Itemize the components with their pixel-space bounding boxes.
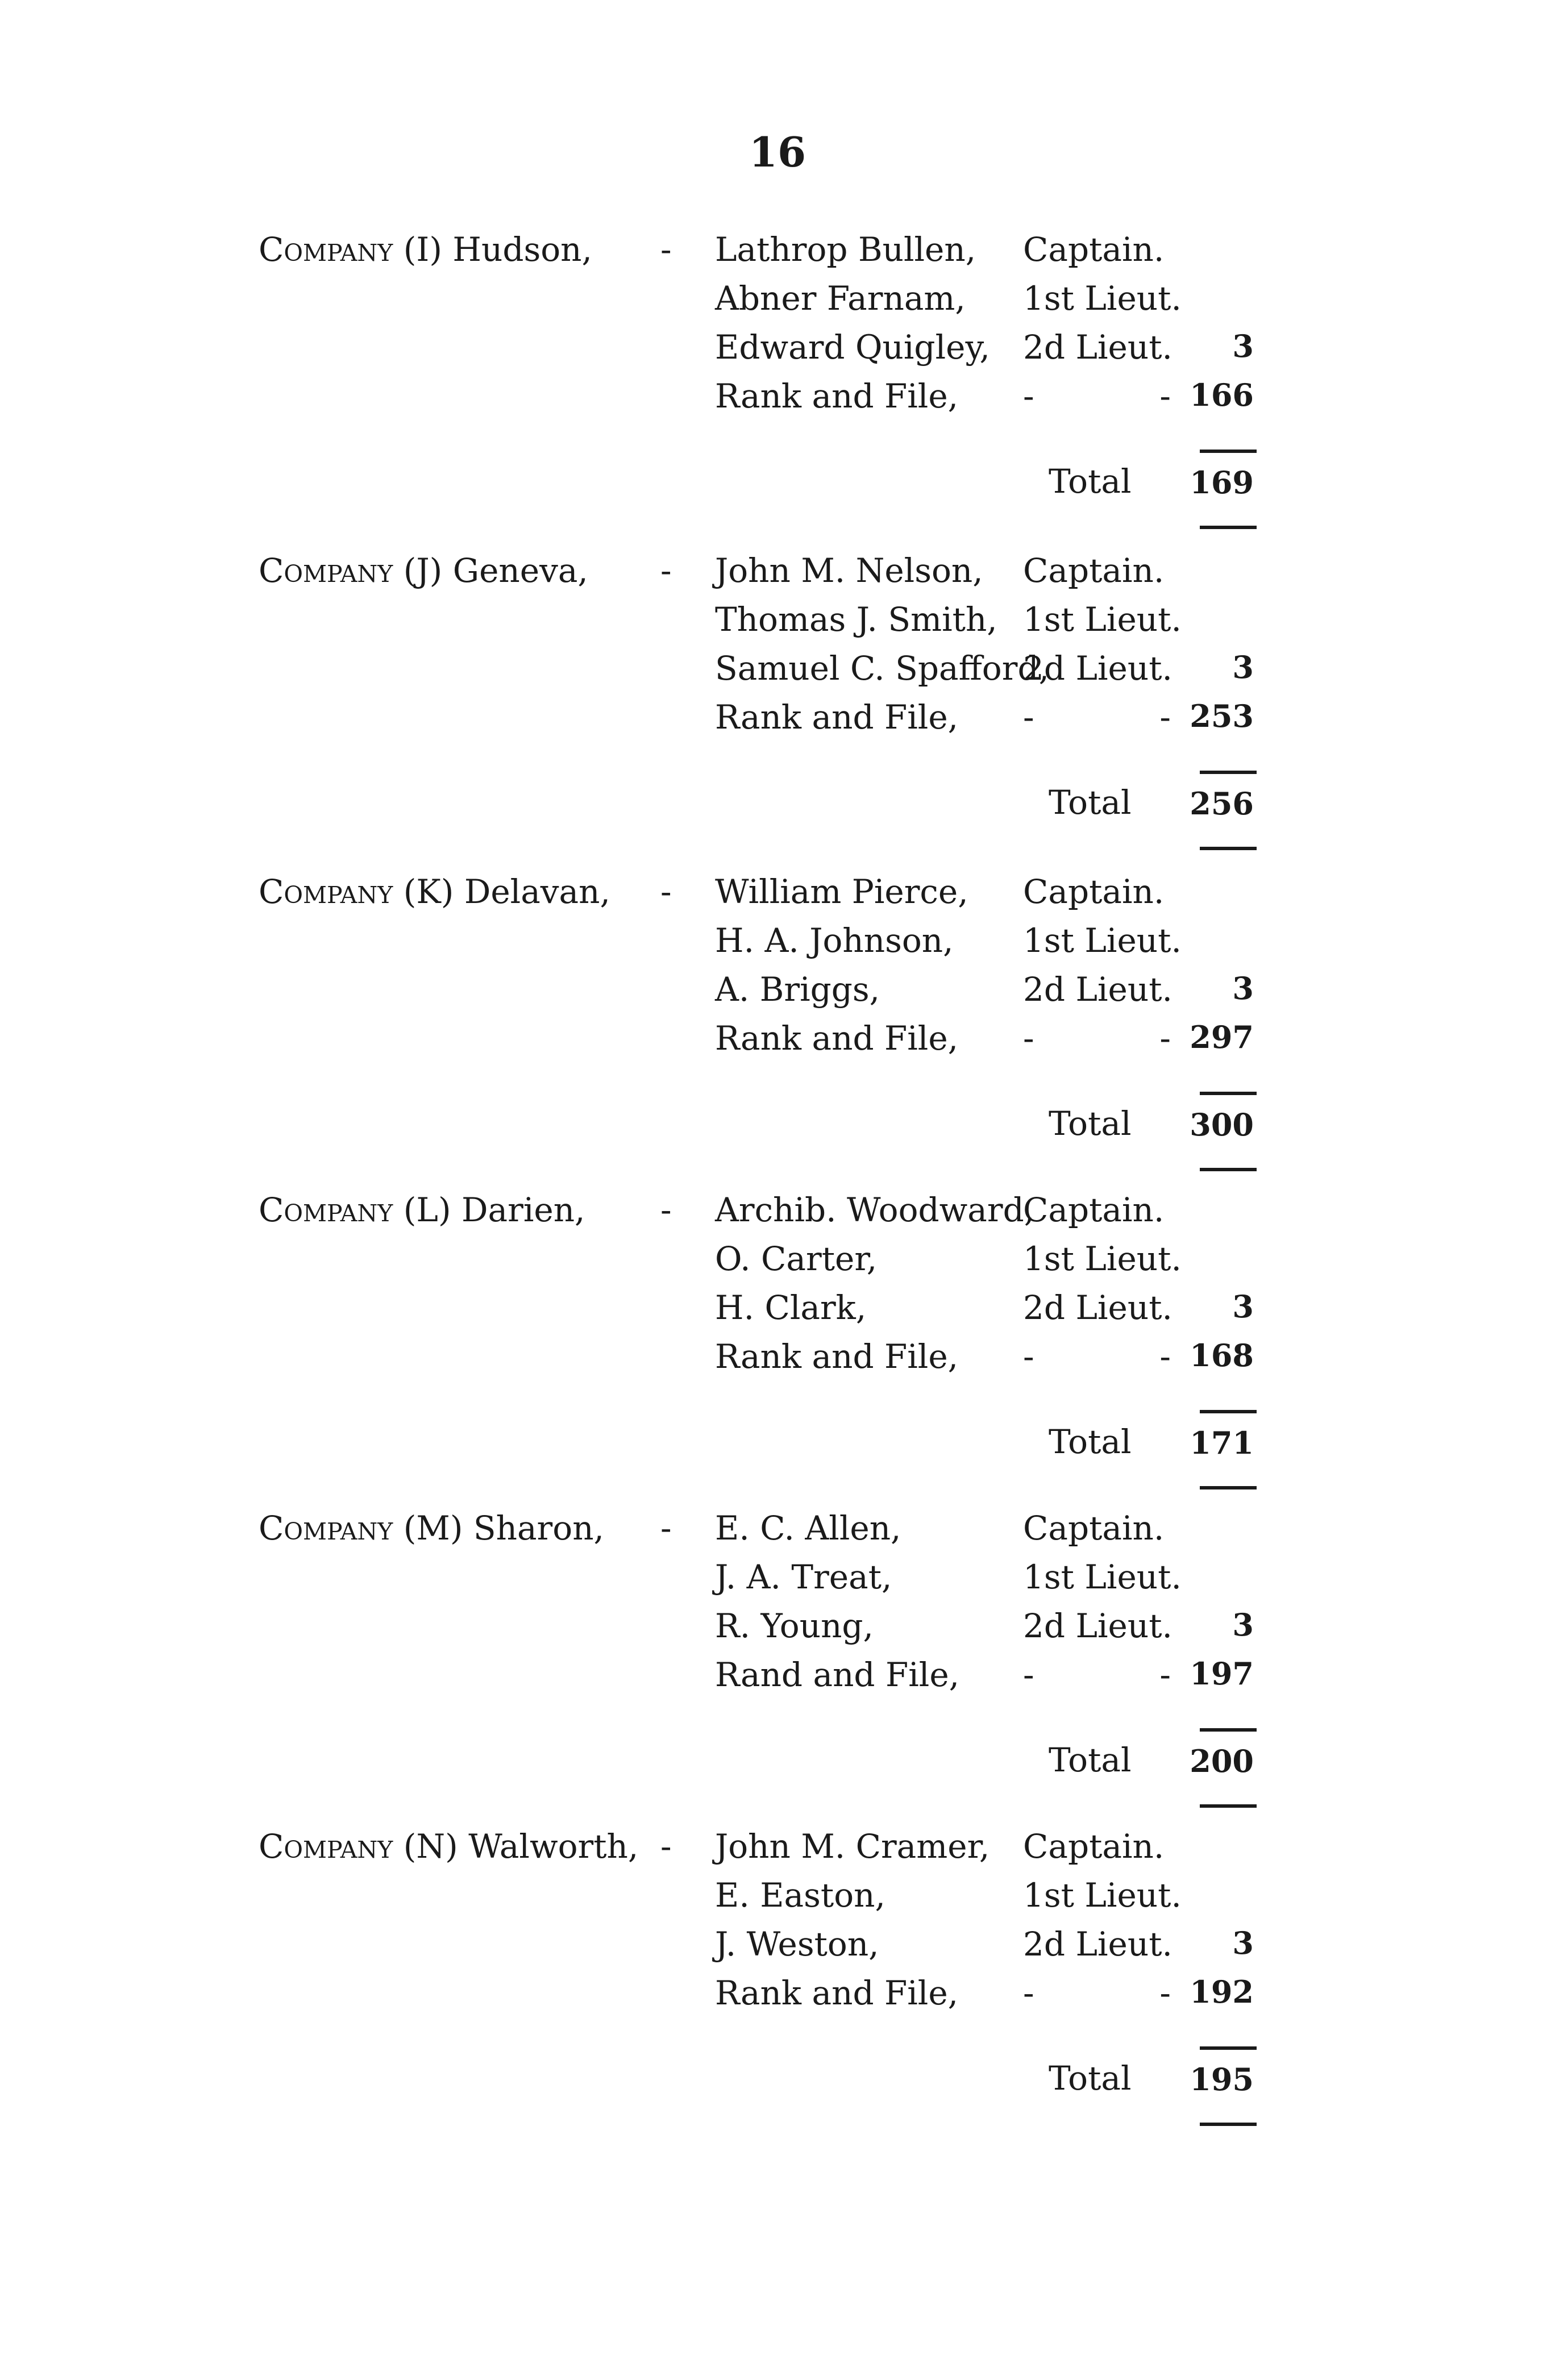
officer-name: E. C. Allen,	[715, 1509, 901, 1547]
rank-and-file-dashes	[1023, 1019, 1171, 1058]
officer-row	[0, 921, 1555, 970]
officer-rank: 1st Lieut.	[1023, 279, 1182, 318]
company-label: Company	[259, 551, 393, 590]
officer-rank: 2d Lieut.	[1023, 649, 1173, 688]
total-rule	[1200, 526, 1257, 529]
officer-rank: 1st Lieut.	[1023, 1558, 1182, 1596]
dash: -	[1159, 698, 1171, 737]
company-town: Walworth,	[468, 1827, 639, 1866]
rank-and-file-label: Rank and File,	[715, 1974, 959, 2012]
officer-count: 3	[1232, 1288, 1254, 1325]
company-block-l	[0, 1191, 1555, 1509]
officer-rank: 2d Lieut.	[1023, 1607, 1173, 1645]
officer-name: Archib. Woodward,	[715, 1191, 1035, 1229]
company-letter: (M)	[403, 1509, 463, 1547]
rank-and-file-dashes	[1023, 1337, 1171, 1376]
dash: -	[1159, 1974, 1171, 2012]
company-letter: (J)	[403, 551, 443, 590]
rank-and-file-row	[0, 1019, 1555, 1068]
rank-and-file-label: Rank and File,	[715, 1019, 959, 1058]
company-dash: -	[660, 872, 672, 911]
officer-row	[0, 230, 1555, 279]
dash: -	[1023, 1019, 1034, 1058]
officer-row	[0, 1925, 1555, 1974]
company-label: Company	[259, 1827, 393, 1866]
company-town: Sharon,	[473, 1509, 604, 1547]
company-label: Company	[259, 1509, 393, 1547]
officer-rank: Captain.	[1023, 872, 1165, 911]
sum-rule	[1200, 771, 1257, 774]
total-rule	[1200, 1804, 1257, 1808]
officer-name: Edward Quigley,	[715, 328, 990, 367]
officer-row	[0, 279, 1555, 328]
officer-row	[0, 649, 1555, 698]
officer-name: H. Clark,	[715, 1288, 867, 1327]
dash: -	[1023, 1655, 1034, 1694]
officer-name: O. Carter,	[715, 1239, 878, 1278]
officer-name: John M. Cramer,	[715, 1827, 990, 1866]
company-town: Hudson,	[452, 230, 592, 269]
officer-count: 3	[1232, 649, 1254, 685]
officer-row	[0, 328, 1555, 377]
rank-and-file-label: Rank and File,	[715, 377, 959, 415]
officer-rank: 2d Lieut.	[1023, 1288, 1173, 1327]
company-letter: (I)	[403, 230, 442, 269]
officer-name: Lathrop Bullen,	[715, 230, 976, 269]
company-block-i	[0, 230, 1555, 548]
rank-and-file-count: 192	[1190, 1974, 1254, 2010]
total-label: Total	[1049, 1422, 1132, 1461]
rank-and-file-dashes	[1023, 1655, 1171, 1694]
sum-rule	[1200, 450, 1257, 453]
officer-count: 3	[1232, 970, 1254, 1006]
officer-rank: 2d Lieut.	[1023, 328, 1173, 367]
sum-rule	[1200, 1728, 1257, 1732]
officer-rank: Captain.	[1023, 551, 1165, 590]
company-town: Delavan,	[464, 872, 610, 911]
company-dash: -	[660, 1191, 672, 1229]
dash: -	[1023, 1974, 1034, 2012]
officer-name: A. Briggs,	[715, 970, 880, 1009]
officer-name: E. Easton,	[715, 1876, 885, 1915]
dash: -	[1023, 698, 1034, 737]
officer-count: 3	[1232, 328, 1254, 364]
officer-rank: Captain.	[1023, 230, 1165, 269]
officer-rank: Captain.	[1023, 1827, 1165, 1866]
officer-count: 3	[1232, 1607, 1254, 1643]
company-dash: -	[660, 230, 672, 269]
officer-row	[0, 600, 1555, 649]
officer-count: 3	[1232, 1925, 1254, 1961]
officer-name: J. A. Treat,	[715, 1558, 892, 1596]
page-number: 16	[749, 128, 806, 176]
total-label: Total	[1049, 462, 1132, 501]
sum-rule	[1200, 1410, 1257, 1413]
officer-name: J. Weston,	[715, 1925, 879, 1963]
company-letter: (N)	[403, 1827, 458, 1866]
officer-name: Thomas J. Smith,	[715, 600, 997, 639]
company-block-m	[0, 1509, 1555, 1827]
total-label: Total	[1049, 2059, 1132, 2098]
rank-and-file-row	[0, 377, 1555, 426]
rank-and-file-label: Rand and File,	[715, 1655, 960, 1694]
rank-and-file-count: 253	[1190, 698, 1254, 734]
officer-rank: Captain.	[1023, 1509, 1165, 1547]
officer-row	[0, 1509, 1555, 1558]
total-value: 200	[1190, 1743, 1254, 1779]
rank-and-file-count: 166	[1190, 377, 1254, 413]
officer-row	[0, 970, 1555, 1019]
rank-and-file-label: Rank and File,	[715, 698, 959, 737]
officer-row	[0, 1827, 1555, 1876]
total-rule	[1200, 847, 1257, 850]
company-dash: -	[660, 1509, 672, 1547]
rank-and-file-row	[0, 1655, 1555, 1704]
total-value: 171	[1190, 1425, 1254, 1461]
total-rule	[1200, 2123, 1257, 2126]
company-dash: -	[660, 551, 672, 590]
company-dash: -	[660, 1827, 672, 1866]
dash: -	[1159, 1019, 1171, 1058]
company-label: Company	[259, 230, 393, 269]
total-value: 300	[1190, 1106, 1254, 1143]
dash: -	[1159, 1655, 1171, 1694]
company-letter: (L)	[403, 1191, 451, 1229]
company-block-k	[0, 872, 1555, 1191]
company-block-j	[0, 551, 1555, 869]
company-town: Geneva,	[452, 551, 588, 590]
total-rule	[1200, 1486, 1257, 1489]
total-value: 195	[1190, 2061, 1254, 2098]
rank-and-file-row	[0, 1974, 1555, 2023]
officer-rank: 2d Lieut.	[1023, 1925, 1173, 1963]
rank-and-file-count: 168	[1190, 1337, 1254, 1374]
sum-rule	[1200, 1092, 1257, 1095]
rank-and-file-dashes	[1023, 698, 1171, 737]
officer-rank: 1st Lieut.	[1023, 1239, 1182, 1278]
company-label: Company	[259, 1191, 393, 1229]
officer-name: Samuel C. Spafford,	[715, 649, 1050, 688]
officer-rank: 1st Lieut.	[1023, 600, 1182, 639]
company-block-n	[0, 1827, 1555, 2145]
total-label: Total	[1049, 1104, 1132, 1143]
total-label: Total	[1049, 783, 1132, 822]
rank-and-file-count: 197	[1190, 1655, 1254, 1692]
rank-and-file-dashes	[1023, 377, 1171, 415]
officer-name: H. A. Johnson,	[715, 921, 954, 960]
officer-rank: Captain.	[1023, 1191, 1165, 1229]
rank-and-file-label: Rank and File,	[715, 1337, 959, 1376]
company-town: Darien,	[461, 1191, 585, 1229]
officer-rank: 1st Lieut.	[1023, 1876, 1182, 1915]
rank-and-file-dashes	[1023, 1974, 1171, 2012]
officer-name: William Pierce,	[715, 872, 968, 911]
officer-row	[0, 1876, 1555, 1925]
officer-row	[0, 551, 1555, 600]
sum-rule	[1200, 2046, 1257, 2050]
officer-name: R. Young,	[715, 1607, 874, 1645]
rank-and-file-count: 297	[1190, 1019, 1254, 1055]
officer-row	[0, 1191, 1555, 1239]
officer-name: John M. Nelson,	[715, 551, 983, 590]
officer-row	[0, 1607, 1555, 1655]
officer-rank: 2d Lieut.	[1023, 970, 1173, 1009]
officer-rank: 1st Lieut.	[1023, 921, 1182, 960]
officer-row	[0, 1239, 1555, 1288]
total-value: 256	[1190, 785, 1254, 822]
total-value: 169	[1190, 464, 1254, 501]
company-label: Company	[259, 872, 393, 911]
officer-name: Abner Farnam,	[715, 279, 966, 318]
officer-row	[0, 872, 1555, 921]
dash: -	[1023, 377, 1034, 415]
total-rule	[1200, 1168, 1257, 1171]
company-letter: (K)	[403, 872, 454, 911]
officer-row	[0, 1558, 1555, 1607]
dash: -	[1159, 377, 1171, 415]
rank-and-file-row	[0, 698, 1555, 747]
dash: -	[1023, 1337, 1034, 1376]
officer-row	[0, 1288, 1555, 1337]
total-label: Total	[1049, 1741, 1132, 1779]
dash: -	[1159, 1337, 1171, 1376]
rank-and-file-row	[0, 1337, 1555, 1386]
